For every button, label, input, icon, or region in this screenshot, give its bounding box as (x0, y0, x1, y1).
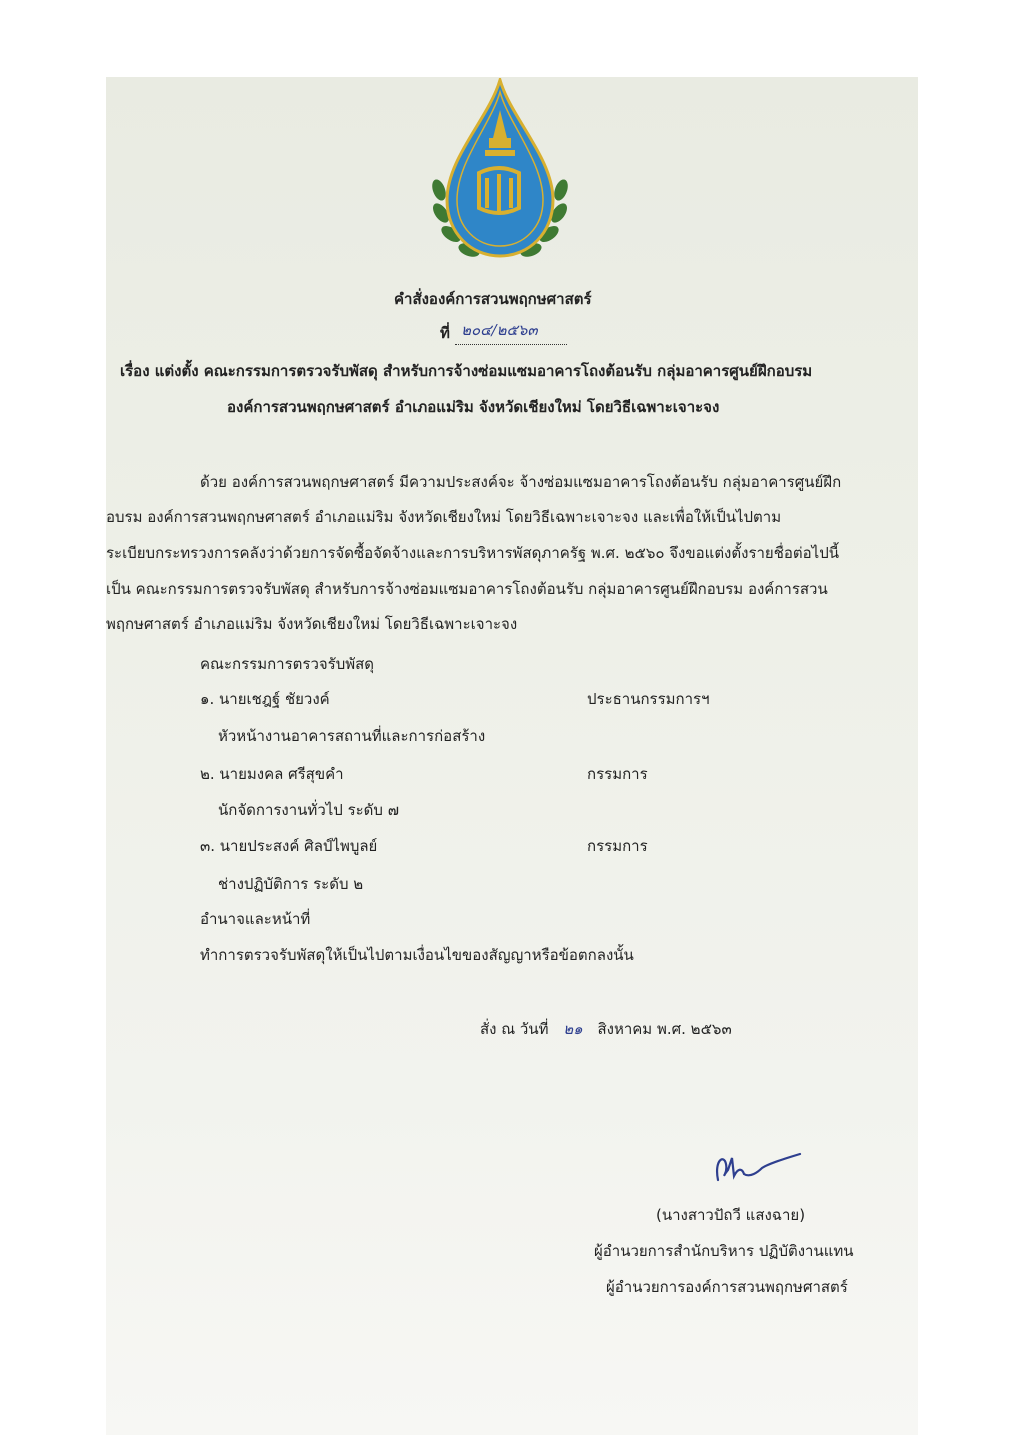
order-number (440, 321, 567, 345)
body-paragraph-line-2: อบรม องค์การสวนพฤกษศาสตร์ อำเภอแม่ริม จังหวัดเชียงใหม่ โดยวิธีเฉพาะเจาะจง และเพื่อให้เป็นไปตาม (106, 508, 782, 526)
date-day: ๒๑ (563, 1020, 583, 1038)
signer-title-2: ผู้อำนวยการองค์การสวนพฤกษศาสตร์ (606, 1278, 848, 1296)
member-1-name: ๑. นายเชฎฐ์ ชัยวงค์ (200, 690, 330, 708)
committee-heading: คณะกรรมการตรวจรับพัสดุ (200, 655, 375, 673)
order-number-label: ที่ (440, 324, 450, 342)
handwritten-signature (710, 1150, 805, 1192)
order-title: คำสั่งองค์การสวนพฤกษศาสตร์ (394, 290, 592, 308)
date-prefix: สั่ง ณ วันที่ (480, 1020, 549, 1038)
duty-text: ทำการตรวจรับพัสดุให้เป็นไปตามเงื่อนไขของสัญญาหรือข้อตกลงนั้น (200, 946, 634, 964)
order-number-field (455, 321, 567, 345)
subject-line-1: เรื่อง แต่งตั้ง คณะกรรมการตรวจรับพัสดุ สำหรับการจ้างซ่อมแซมอาคารโถงต้อนรับ กลุ่มอาคารศูนย์ฝึกอบรม (120, 362, 813, 380)
order-date (480, 1017, 732, 1041)
document-paper (106, 77, 918, 1435)
member-3-position: ช่างปฏิบัติการ ระดับ ๒ (218, 875, 364, 893)
signer-title-1: ผู้อำนวยการสำนักบริหาร ปฏิบัติงานแทน (594, 1242, 854, 1260)
order-number-value: ๒๐๔/๒๕๖๓ (461, 321, 538, 339)
body-paragraph-line-5: พฤกษศาสตร์ อำเภอแม่ริม จังหวัดเชียงใหม่ โดยวิธีเฉพาะเจาะจง (106, 615, 518, 633)
member-2-name: ๒. นายมงคล ศรีสุขคำ (200, 765, 344, 783)
member-1-role: ประธานกรรมการฯ (587, 690, 710, 708)
member-1-position: หัวหน้างานอาคารสถานที่และการก่อสร้าง (218, 727, 486, 745)
member-2-position: นักจัดการงานทั่วไป ระดับ ๗ (218, 801, 399, 819)
member-2-role: กรรมการ (587, 765, 648, 783)
date-month-year: สิงหาคม พ.ศ. ๒๕๖๓ (597, 1020, 732, 1038)
member-3-name: ๓. นายประสงค์ ศิลป์ไพบูลย์ (200, 837, 378, 855)
body-paragraph-line-1: ด้วย องค์การสวนพฤกษศาสตร์ มีความประสงค์จะ จ้างซ่อมแซมอาคารโถงต้อนรับ กลุ่มอาคารศูนย์ฝึก (200, 473, 842, 491)
subject-line-2: องค์การสวนพฤกษศาสตร์ อำเภอแม่ริม จังหวัดเชียงใหม่ โดยวิธีเฉพาะเจาะจง (227, 398, 720, 416)
organization-seal-logo (429, 78, 571, 268)
body-paragraph-line-3: ระเบียบกระทรวงการคลังว่าด้วยการจัดซื้อจัดจ้างและการบริหารพัสดุภาครัฐ พ.ศ. ๒๕๖๐ จึงขอแต่งตั้งรายชื่อต่อไปนี้ (106, 544, 839, 562)
member-3-role: กรรมการ (587, 837, 648, 855)
body-paragraph-line-4: เป็น คณะกรรมการตรวจรับพัสดุ สำหรับการจ้างซ่อมแซมอาคารโถงต้อนรับ กลุ่มอาคารศูนย์ฝึกอบรม องค์การสวน (106, 580, 828, 598)
signer-name: (นางสาวปัถวี แสงฉาย) (656, 1206, 806, 1224)
duty-heading: อำนาจและหน้าที่ (200, 910, 311, 928)
